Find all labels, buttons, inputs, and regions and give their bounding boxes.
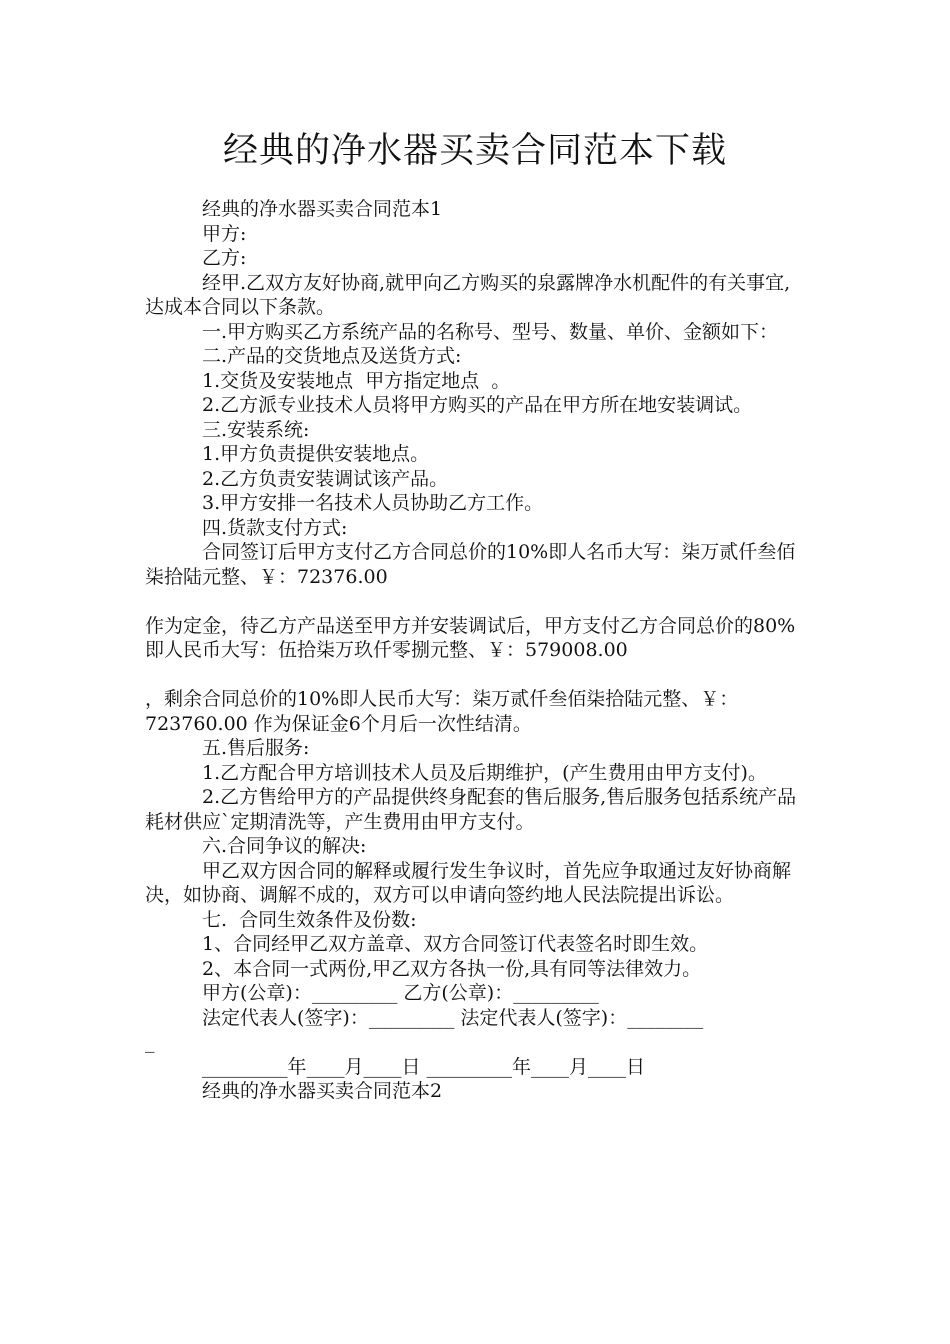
- blank-line: [145, 589, 807, 614]
- payment-retention: ，剩余合同总价的10%即人民币大写：柒万贰仟叁佰柒拾陆元整、￥：723760.00 作为保证金6个月后一次性结清。: [145, 688, 739, 735]
- representative-signature-line: 法定代表人(签字)：_________ 法定代表人(签字)：________: [202, 1006, 704, 1029]
- clause-3-item-1: 1.甲方负责提供安装地点。: [202, 443, 430, 465]
- contract-body: [145, 197, 807, 1104]
- party-a-label: 甲方:: [202, 222, 247, 245]
- clause-7-heading: 七. 合同生效条件及份数:: [202, 908, 417, 931]
- document-title: 经典的净水器买卖合同范本下载: [222, 131, 727, 171]
- clause-4-heading: 四.货款支付方式:: [202, 516, 348, 539]
- clause-1: 一.甲方购买乙方系统产品的名称号、型号、数量、单价、金额如下：: [202, 320, 779, 343]
- date-line: _________年____月____日 _________年____月____日: [202, 1055, 646, 1078]
- clause-6-heading: 六.合同争议的解决:: [202, 835, 367, 857]
- clause-5-item-2: 2.乙方售给甲方的产品提供终身配套的售后服务,售后服务包括系统产品耗材供应`定期清洗等，产生费用由甲方支付。: [145, 786, 797, 833]
- clause-5-item-1: 1.乙方配合甲方培训技术人员及后期维护，(产生费用由甲方支付)。: [202, 761, 767, 784]
- clause-6-text: 甲乙双方因合同的解释或履行发生争议时，首先应争取通过友好协商解决，如协商、调解不成的，双方可以申请向签约地人民法院提出诉讼。: [145, 859, 792, 906]
- section-heading-2: 经典的净水器买卖合同范本2: [202, 1080, 443, 1102]
- payment-main: 作为定金，待乙方产品送至甲方并安装调试后，甲方支付乙方合同总价的80%即人民币大写：伍拾柒万玖仟零捌元整、￥：579008.00: [145, 614, 796, 661]
- section-heading-1: 经典的净水器买卖合同范本1: [202, 198, 443, 220]
- clause-5-heading: 五.售后服务:: [202, 737, 310, 759]
- signature-overflow: _: [145, 1031, 155, 1053]
- clause-7-item-1: 1、合同经甲乙双方盖章、双方合同签订代表签名时即生效。: [202, 933, 709, 955]
- payment-deposit: 合同签订后甲方支付乙方合同总价的10%即人名币大写：柒万贰仟叁佰柒拾陆元整、￥：72376.00: [145, 541, 796, 588]
- clause-2-item-2: 2.乙方派专业技术人员将甲方购买的产品在甲方所在地安装调试。: [202, 394, 753, 416]
- clause-3-item-3: 3.甲方安排一名技术人员协助乙方工作。: [202, 492, 544, 514]
- seal-line: 甲方(公章)：_________ 乙方(公章)：_________: [202, 982, 599, 1004]
- clause-7-item-2: 2、本合同一式两份,甲乙双方各执一份,具有同等法律效力。: [202, 957, 702, 980]
- clause-3-item-2: 2.乙方负责安装调试该产品。: [202, 467, 449, 490]
- preamble-paragraph: 经甲.乙双方友好协商,就甲向乙方购买的泉露牌净水机配件的有关事宜,达成本合同以下条款。: [145, 271, 791, 318]
- party-b-label: 乙方:: [202, 247, 247, 269]
- clause-2-heading: 二.产品的交货地点及送货方式:: [202, 345, 462, 367]
- clause-3-heading: 三.安装系统:: [202, 418, 310, 441]
- clause-2-item-1: 1.交货及安装地点 甲方指定地点 。: [202, 369, 511, 392]
- blank-line: [145, 663, 807, 688]
